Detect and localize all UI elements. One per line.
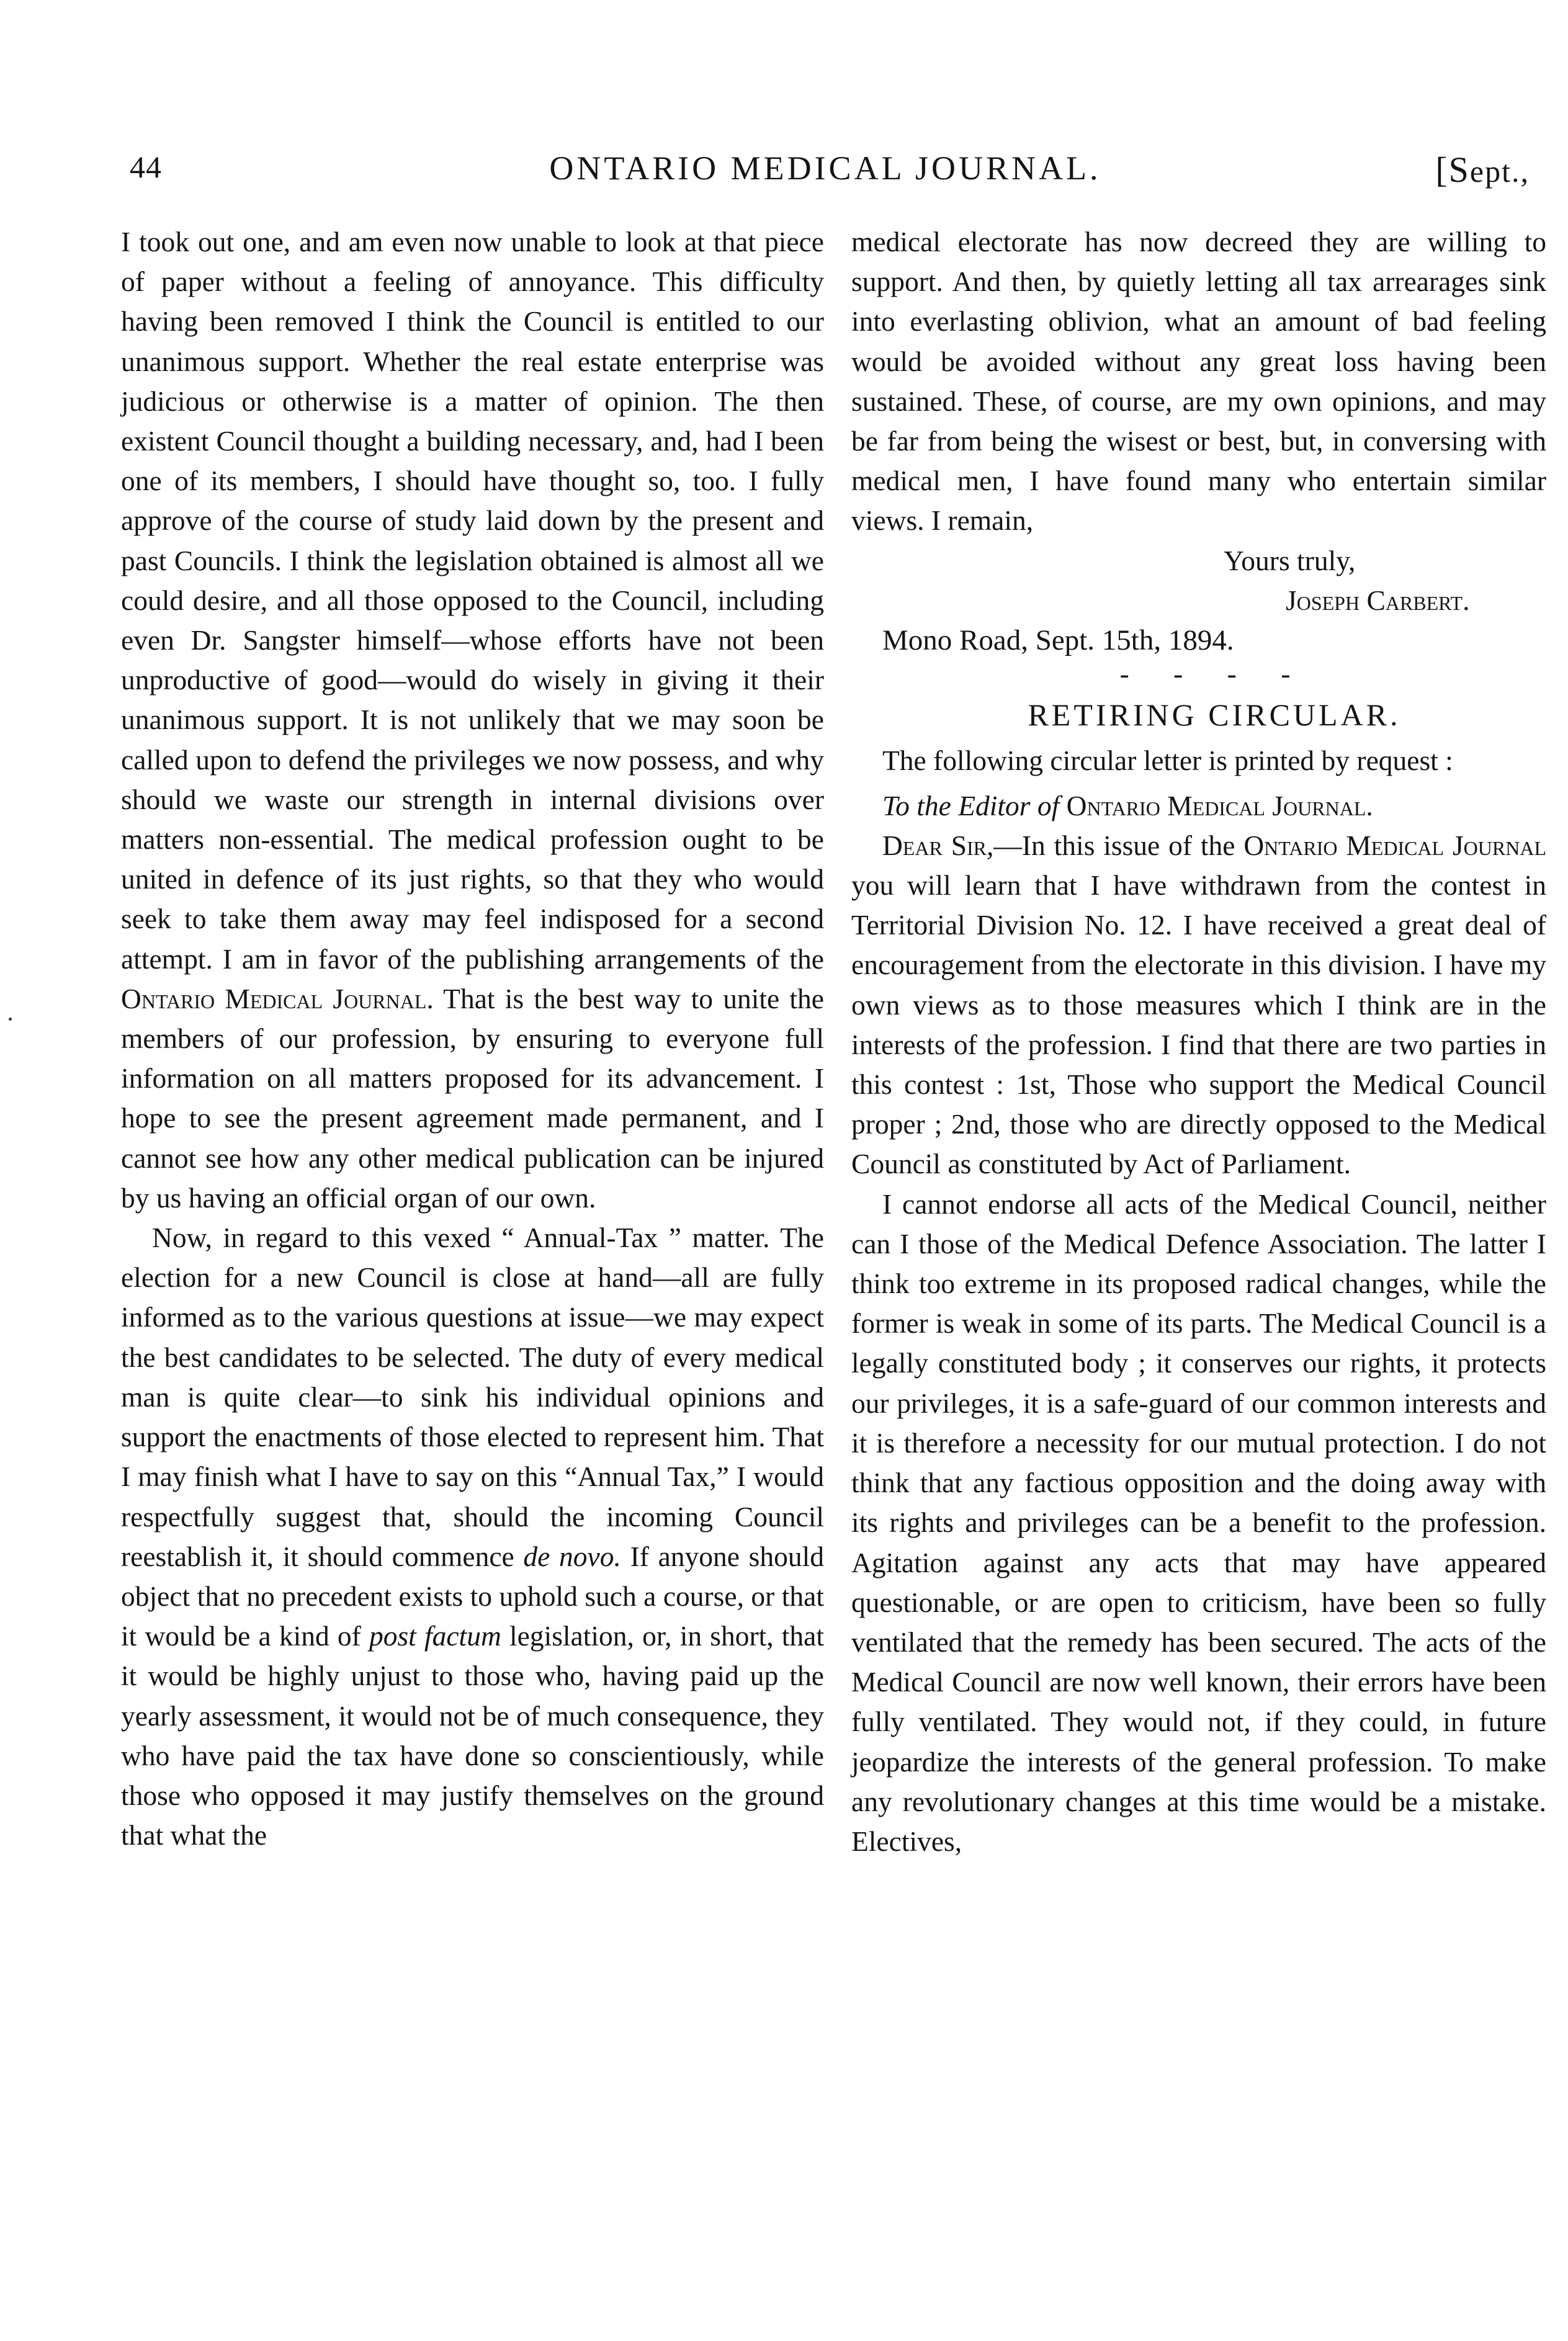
circular-address	[851, 786, 1546, 826]
signoff-signature: Joseph Carbert.	[1286, 584, 1470, 616]
left-paragraph-1	[121, 222, 824, 1218]
section-divider-dashes: - - - -	[1119, 658, 1309, 690]
right-column	[851, 222, 1546, 1861]
running-head	[121, 149, 1530, 199]
left-p1-text: I took out one, and am even now unable to look at that piece of paper without a feeling of annoyance. This difficulty having been removed I think the Council is entitled to our unanimous support. Whether the real estate enterprise was judicious or otherwise is a matter of opinion. The then existent Council thought a building necessary, and, had I been one of its members, I should have thought so, too. I fully approve of the course of study laid down by the present and past Councils. I think the legislation obtained is almost all we could desire, and all those opposed to the Council, including even Dr. Sangster himself—whose efforts have not been unproductive of good—would do wisely in giving it their unanimous support. It is not unlikely that we may soon be called upon to defend the privileges we now possess, and why should we waste our strength in internal divisions over matters non-essential. The medical profession ought to be united in defence of its just rights, so that they who would seek to take them away may feel indisposed for a second attempt. I am in favor of the publishing arrangements of the	[121, 226, 824, 975]
left-p2-post-factum: post factum	[369, 1620, 501, 1652]
issue-month: [Sept.,	[1435, 150, 1530, 190]
right-p2-text-b: you will learn that I have withdrawn from the contest in Territorial Division No. 12. I have received a great deal of encouragement from the electorate in this division. I have my own views as to those measures which I think are in the interests of the profession. I find that there are two parties in this contest : 1st, Those who support the Medical Council proper ; 2nd, those who are directly opposed to the Medical Council as constituted by Act of Parliament.	[851, 869, 1546, 1180]
right-paragraph-2	[851, 826, 1546, 1184]
salutation: Dear Sir,	[882, 829, 994, 861]
right-paragraph-1: medical electorate has now decreed they are willing to support. And then, by quietly letting all tax arrearages sink into everlasting oblivion, what an amount of bad feeling would be avoided without any great loss having been sustained. These, of course, are my own opinions, and may be far from being the wisest or best, but, in conversing with medical men, I have found many who entertain similar views. I remain,	[851, 226, 1546, 537]
address-to-editor: To the Editor of	[882, 789, 1060, 821]
section-heading: RETIRING CIRCULAR.	[1028, 697, 1401, 733]
left-p2-text-c: legislation, or, in short, that it would be highly unjust to those who, having paid up the yearly assessment, it would not be of much consequence, they who have paid the tax have done so conscientiously, while those who opposed it may justify themselves on the ground that what the	[121, 1620, 825, 1851]
address-journal-name: Ontario Medical Journal.	[1066, 789, 1373, 821]
left-paragraph-2	[121, 1218, 824, 1855]
right-paragraph-3: I cannot endorse all acts of the Medical Council, neither can I those of the Medical Defence Association. The latter I think too extreme in its proposed radical changes, while the former is weak in some of its parts. The Medical Council is a legally constituted body ; it conserves our rights, it protects our privileges, it is a safe-guard of our common interests and it is therefore a necessity for our mutual protection. I do not think that any factious opposition and the doing away with its rights and privileges can be a benefit to the profession. Agitation against any acts that may have appeared questionable, or are open to criticism, have been so fully ventilated that the remedy has been secured. The acts of the Medical Council are now well known, their errors have been fully ventilated. They would not, if they could, in future jeopardize the interests of the general profession. To make any revolutionary changes at this time would be a mistake. Electives,	[851, 1188, 1546, 1857]
journal-title: ONTARIO MEDICAL JOURNAL.	[549, 150, 1101, 187]
margin-speck	[9, 1018, 12, 1021]
page-number: 44	[130, 150, 162, 184]
left-p2-de-novo: de novo.	[523, 1540, 621, 1572]
left-p2-text-a: Now, in regard to this vexed “ Annual-Tax ” matter. The election for a new Council is close at hand—all are fully informed as to the various questions at issue—we may expect the best candidates to be selected. The duty of every medical man is quite clear—to sink his individual opinions and support the enactments of those elected to represent him. That I may finish what I have to say on this “Annual Tax,” I would respectfully suggest that, should the incoming Council reestablish it, it should commence	[121, 1222, 824, 1572]
left-p1-journal-name: Ontario Medical Journal.	[121, 982, 434, 1014]
left-p1-end-text: That is the best way to unite the members of our profession, by ensuring to everyone full information on all matters proposed for its advancement. I hope to see the present agreement made permanent, and I cannot see how any other medical publication can be injured by us having an official organ of our own.	[121, 982, 824, 1214]
right-p2-journal-name: Ontario Medical Journal	[1243, 829, 1546, 861]
left-column	[121, 222, 824, 1855]
left-p2-text-b: If anyone should object that no precedent exists to uphold such a course, or that it would be a kind of	[121, 1540, 825, 1652]
signoff-place-date: Mono Road, Sept. 15th, 1894.	[882, 624, 1234, 657]
signoff-yours-truly: Yours truly,	[1224, 544, 1356, 576]
right-p2-text-a: —In this issue of the	[993, 829, 1235, 861]
circular-intro: The following circular letter is printed by request :	[882, 745, 1453, 777]
